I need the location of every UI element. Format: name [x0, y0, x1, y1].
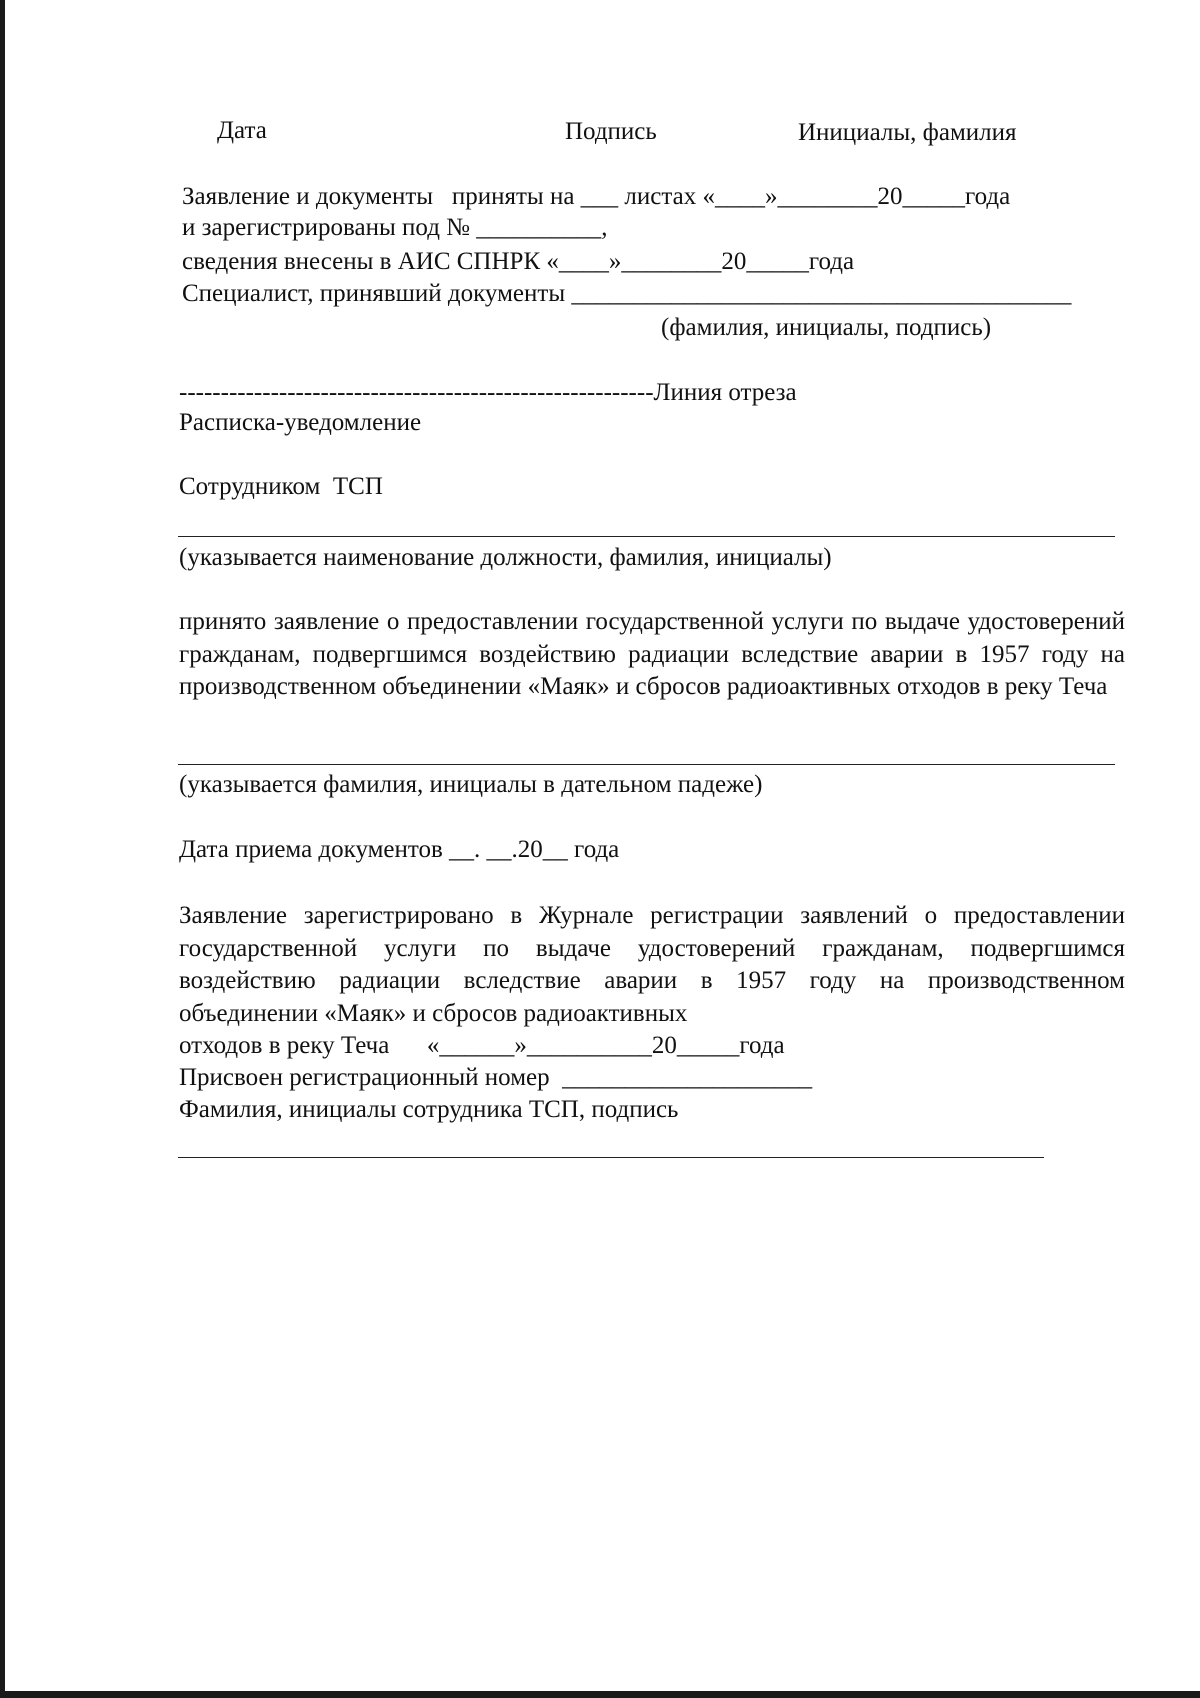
- acceptance-line-registration: и зарегистрированы под № __________,: [182, 214, 608, 241]
- employee-line: [178, 536, 1115, 537]
- cut-line: ---------------------------------------------------------Линия отреза: [179, 379, 797, 406]
- applicant-line: [178, 764, 1115, 765]
- initials-surname-label: Инициалы, фамилия: [798, 119, 1017, 146]
- date-received: Дата приема документов __. __.20__ года: [179, 836, 620, 863]
- signature-label: Подпись: [565, 118, 657, 145]
- employee-caption: (указывается наименование должности, фамилия, инициалы): [179, 544, 832, 571]
- employee-label: Сотрудником ТСП: [179, 473, 383, 500]
- scan-border-left: [0, 0, 5, 1698]
- journal-paragraph: Заявление зарегистрировано в Журнале регистрации заявлений о предоставлении государственной услуги по выдаче удостоверений гражданам, подвергшимся воздействию радиации вследствие аварии в 1957 году на производственном объединении «Маяк» и сбросов радиоактивных: [179, 902, 1125, 1027]
- applicant-caption: (указывается фамилия, инициалы в дательном падеже): [179, 771, 763, 798]
- accepted-paragraph: принято заявление о предоставлении государственной услуги по выдаче удостоверений гражданам, подвергшимся воздействию радиации вследствие аварии в 1957 году на производственном объединении «Маяк» и сбросов радиоактивных отходов в реку Теча: [179, 608, 1125, 700]
- specialist-caption: (фамилия, инициалы, подпись): [661, 314, 992, 341]
- scan-border-bottom: [0, 1691, 1200, 1698]
- receipt-title: Расписка-уведомление: [179, 409, 422, 436]
- acceptance-line-sheets: Заявление и документы приняты на ___ листах «____»________20_____года: [182, 183, 1011, 210]
- acceptance-line-ais: сведения внесены в АИС СПНРК «____»________20_____года: [182, 248, 855, 275]
- employee-signature-label: Фамилия, инициалы сотрудника ТСП, подпись: [179, 1096, 679, 1123]
- employee-signature-line: [178, 1157, 1044, 1158]
- acceptance-line-specialist: Специалист, принявший документы ________________________________________: [182, 280, 1072, 307]
- registration-number: Присвоен регистрационный номер ____________________: [179, 1064, 813, 1091]
- journal-date-line: отходов в реку Теча «______»__________20_____года: [179, 1032, 785, 1059]
- date-label: Дата: [217, 117, 267, 144]
